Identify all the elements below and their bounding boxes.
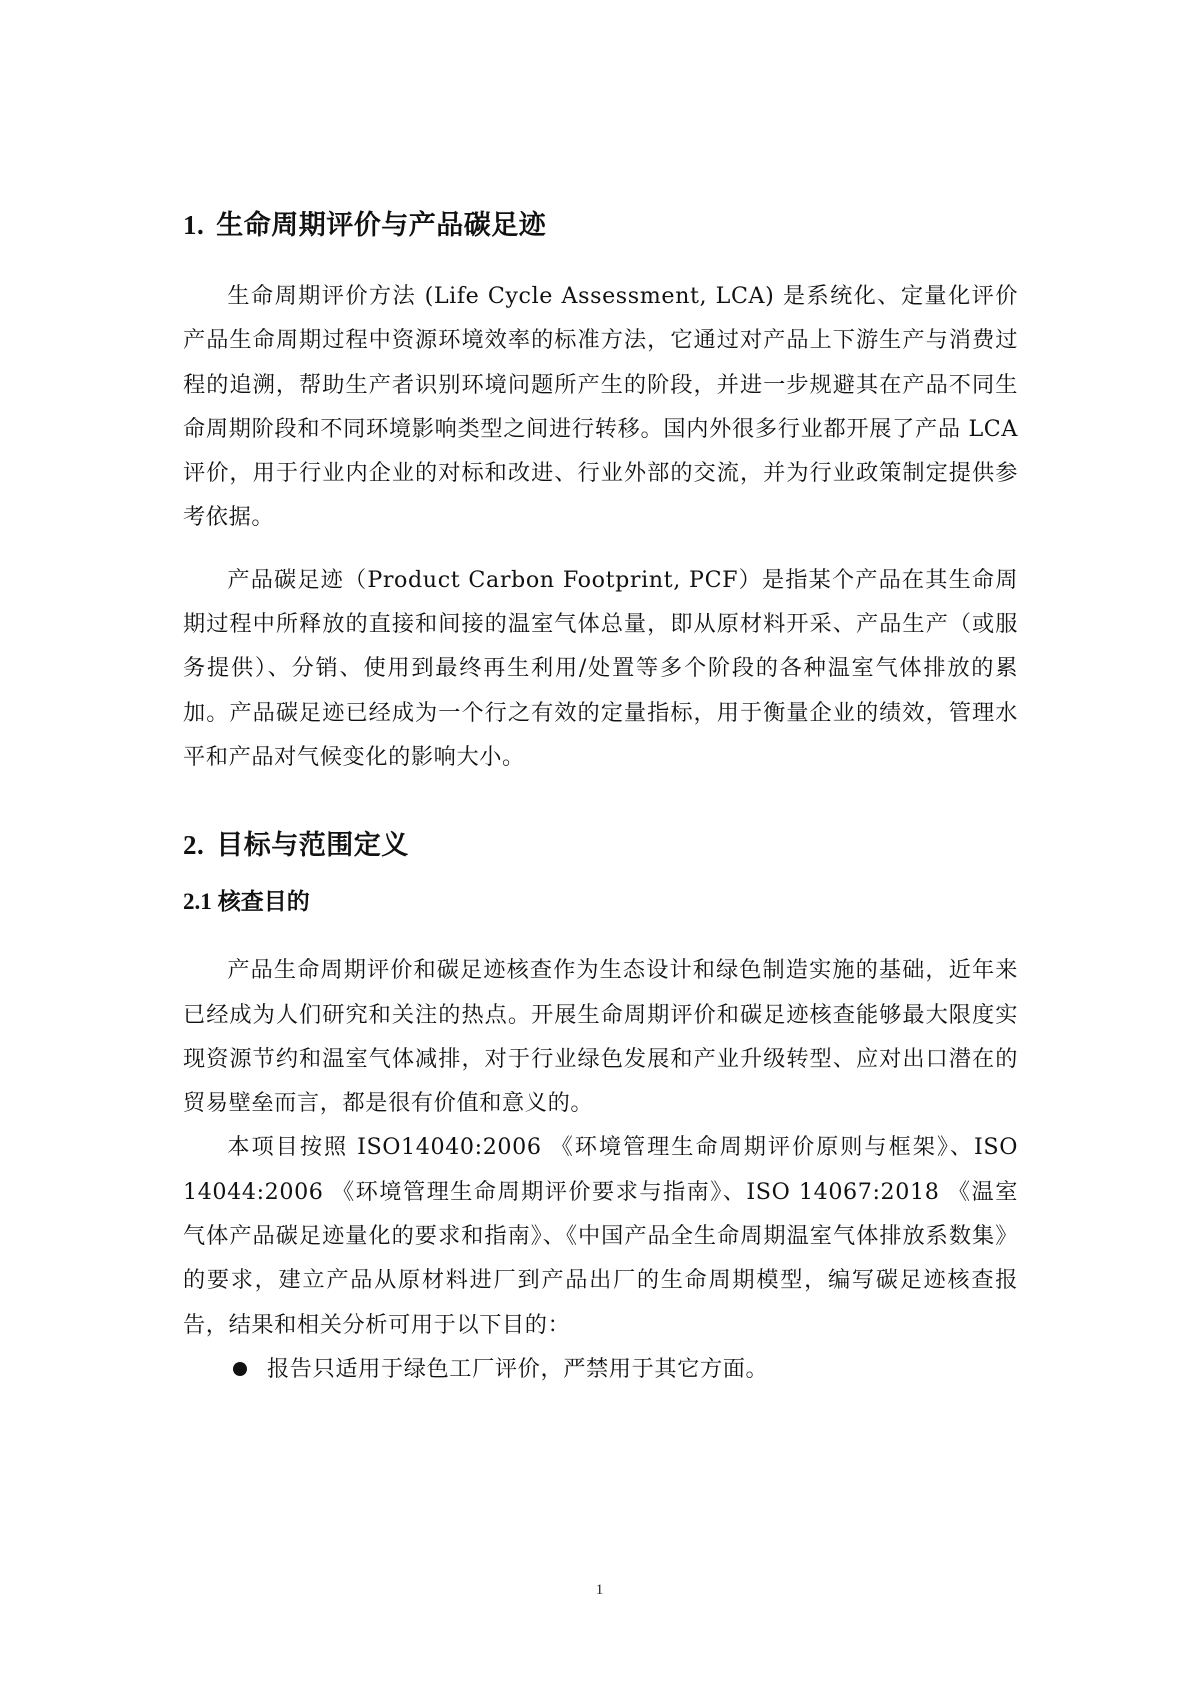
bullet-text: 报告只适用于绿色工厂评价，严禁用于其它方面。 [267,1355,769,1382]
section-1-heading [183,203,1018,248]
bullet-list-item [183,1347,1018,1391]
bullet-icon [233,1362,247,1376]
section-1-paragraph-2: 产品碳足迹（Product Carbon Footprint, PCF）是指某个产品在其生命周期过程中所释放的直接和间接的温室气体总量，即从原材料开采、产品生产（或服务提供）、分销、使用到最终再生利用/处置等多个阶段的各种温室气体排放的累加。产品碳足迹已经成为一个行之有效的定量指标，用于衡量企业的绩效，管理水平和产品对气候变化的影响大小。 [183,566,1018,770]
subsection-2-1-number: 2.1 [183,889,212,915]
subsection-2-1-heading [183,882,1018,922]
page-content [183,203,1018,1391]
section-1-title: 生命周期评价与产品碳足迹 [216,210,547,241]
subsection-2-1-paragraph-2: 本项目按照 ISO14040:2006 《环境管理生命周期评价原则与框架》、ISO 14044:2006 《环境管理生命周期评价要求与指南》、ISO 14067:2018 《温室气体产品碳足迹量化的要求和指南》、《中国产品全生命周期温室气体排放系数集》的要求，建立产品从原材料进厂到产品出厂的生命周期模型，编写碳足迹核查报告，结果和相关分析可用于以下目的： [183,1134,1018,1338]
section-2-heading [183,823,1018,868]
subsection-2-1-title: 核查目的 [217,889,310,916]
section-2-title: 目标与范围定义 [216,830,409,862]
section-1-number: 1. [183,210,205,240]
section-1-paragraph-1: 生命周期评价方法 (Life Cycle Assessment, LCA) 是系统化、定量化评价产品生命周期过程中资源环境效率的标准方法，它通过对产品上下游生产与消费过程的追溯，帮助生产者识别环境问题所产生的阶段，并进一步规避其在产品不同生命周期阶段和不同环境影响类型之间进行转移。国内外很多行业都开展了产品 LCA 评价，用于行业内企业的对标和改进、行业外部的交流，并为行业政策制定提供参考依据。 [183,283,1018,531]
section-2-number: 2. [183,830,205,861]
page-number: 1 [595,1582,604,1598]
subsection-2-1-paragraph-1: 产品生命周期评价和碳足迹核查作为生态设计和绿色制造实施的基础，近年来已经成为人们研究和关注的热点。开展生命周期评价和碳足迹核查能够最大限度实现资源节约和温室气体减排，对于行业绿色发展和产业升级转型、应对出口潜在的贸易壁垒而言，都是很有价值和意义的。 [183,957,1018,1117]
